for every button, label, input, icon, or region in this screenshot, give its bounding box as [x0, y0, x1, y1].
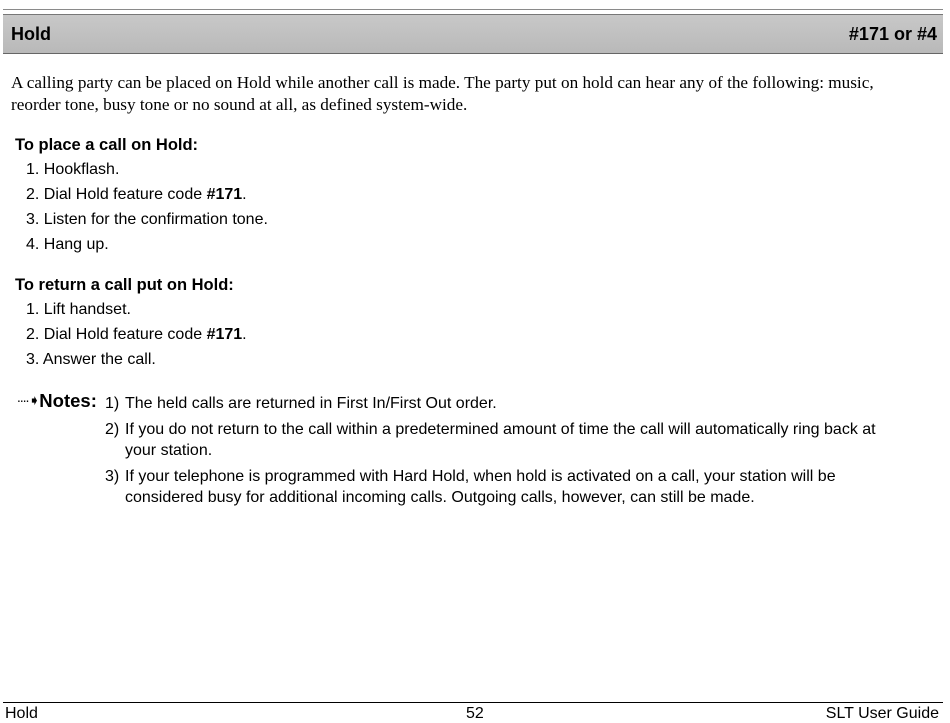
return-hold-heading: To return a call put on Hold:	[15, 276, 234, 294]
feature-code-title: #171 or #4	[848, 24, 937, 44]
page-title: Hold	[11, 24, 51, 44]
return-hold-steps	[26, 300, 247, 375]
list-item: 1. Lift handset.	[26, 301, 131, 318]
notes-label: ∙∙∙∙➧Notes:	[17, 390, 97, 411]
page-number: 52	[466, 705, 484, 722]
list-item: 2. Dial Hold feature code #171.	[26, 326, 247, 343]
note-item: 2) If you do not return to the call within a predetermined amount of time the call will automatically ring back at your station.	[105, 421, 876, 459]
footer-section: Hold	[5, 705, 38, 722]
place-hold-heading: To place a call on Hold:	[15, 136, 199, 154]
note-arrow-icon: ∙∙∙∙➧	[17, 392, 40, 408]
list-item: 2. Dial Hold feature code #171.	[26, 186, 247, 203]
footer-rule	[3, 702, 943, 703]
header-bar	[3, 14, 943, 54]
note-item: 3) If your telephone is programmed with Hard Hold, when hold is activated on a call, your station will be considered busy for additional incoming calls. Outgoing calls, however, can still be made.	[105, 468, 836, 506]
feature-code: #171	[206, 186, 243, 203]
top-rule	[3, 9, 943, 10]
list-item: 3. Answer the call.	[26, 351, 156, 368]
list-item: 4. Hang up.	[26, 236, 109, 253]
feature-code: #171	[206, 326, 243, 343]
place-hold-steps	[26, 160, 268, 260]
list-item: 3. Listen for the confirmation tone.	[26, 211, 268, 228]
footer-guide-title: SLT User Guide	[825, 705, 939, 722]
list-item: 1. Hookflash.	[26, 161, 120, 178]
intro-paragraph: A calling party can be placed on Hold while another call is made. The party put on hold can hear any of the following: music, reorder tone, busy tone or no sound at all, as defined system-wide.	[11, 73, 874, 114]
